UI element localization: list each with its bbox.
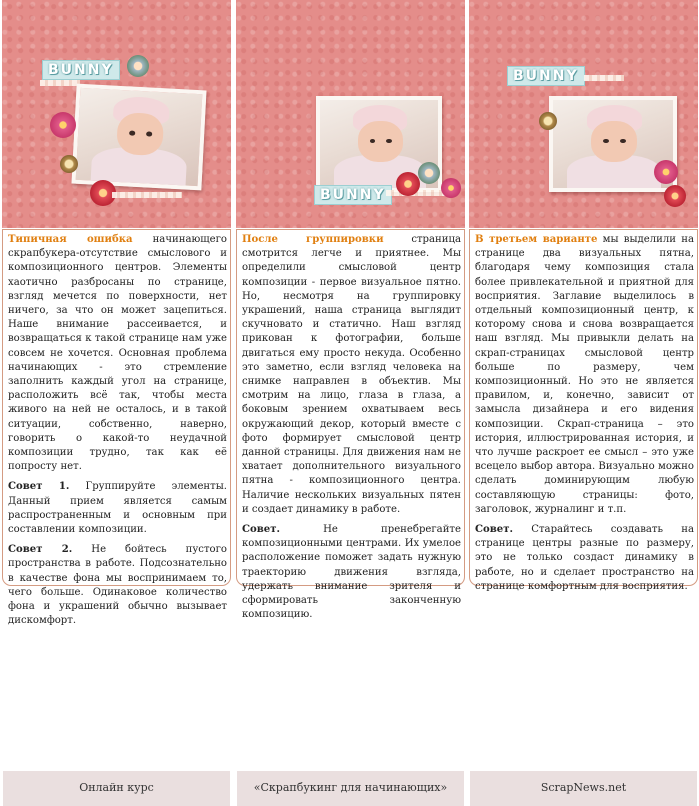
flower-icon — [418, 162, 440, 184]
tip-text: Не бойтесь пустого пространства в работе. Подсознательно в качестве фона мы воспринимаем то, чего больше. Одинаковое количество фона и украшений обычно вызывает дискомфорт. — [8, 544, 227, 627]
footer-band — [3, 771, 230, 806]
flower-icon — [654, 160, 678, 184]
article-text-box — [2, 229, 231, 794]
lace-trim — [584, 75, 624, 81]
flower-icon — [664, 185, 686, 207]
flower-icon — [127, 55, 149, 77]
highlight-phrase: В третьем варианте — [475, 234, 598, 245]
scrapbook-page-photo — [2, 0, 231, 228]
tip-paragraph — [242, 523, 461, 622]
tip-label: Совет. — [475, 524, 513, 536]
article-text-box — [236, 229, 465, 794]
tip-label: Совет 1. — [8, 481, 70, 493]
tip-text: Не пренебрегайте композиционными центрами. Их умелое расположение поможет задать нужную траекторию движения взгляда, удержать внимание зрителя и сформировать законченную композицию. — [242, 524, 461, 621]
flower-icon — [396, 172, 420, 196]
intro-paragraph — [242, 233, 461, 517]
paragraph-text: мы выделили на странице два визуальных пятна, благодаря чему композиция стала более привлекательной и приятной для восприятия. Заглавие выделилось в отдельный композиционный центр, к которому снова и снова возвращается наш взгляд. Мы привыкли делать на скрап-страницах смысловой центр больше по размеру, чем композиционный. Но это не является правилом, и, конечно, зависит от замысла дизайнера и его видения композиции. Скрап-страница – это история, иллюстрированная история, и что лучше раскроет ее смысл – это уже всецело выбор автора. Визуально можно сделать доминирующим любую составляющую страницы: фото, заголовок, журналинг и т.п. — [475, 234, 694, 515]
flower-icon — [441, 178, 461, 198]
flower-icon — [50, 112, 76, 138]
highlight-phrase: После группировки — [242, 234, 384, 245]
column-1 — [2, 0, 231, 794]
bunny-title-sticker: BUNNY — [507, 66, 585, 86]
footer-label: «Скрапбукинг для начинающих» — [253, 781, 448, 794]
intro-paragraph — [475, 233, 694, 517]
paragraph-text: начинающего скрапбукера-отсутствие смыслового и композиционного центров. Элементы хаотично разбросаны по странице, взгляд мечется по поверхности, нет ничего, за что он может зацепиться. Наше внимание рассеивается, и возвращаться к такой странице нам уже совсем не хочется. Основная проблема начинающих - это стремление заполнить каждый угол на странице, расположить всё так, чтобы места живого на ней не осталось, и в такой ситуации, собственно, наверно, говорить о какой-то неудачной композиции трудно, так как её попросту нет. — [8, 234, 227, 473]
footer-label: ScrapNews.net — [540, 781, 627, 794]
bunny-title-sticker: BUNNY — [42, 60, 120, 80]
tip-paragraph — [8, 543, 227, 628]
paragraph-text: страница смотрится легче и приятнее. Мы определили смысловой центр композиции - первое визуальное пятно. Но, несмотря на группировку украшений, наша страница выглядит скучновато и статично. Наш взгляд прикован к фотографии, больше двигаться ему просто некуда. Особенно это заметно, если взгляд человека на снимке направлен в объектив. Мы смотрим на лицо, глаза в глаза, а боковым зрением охватываем весь окружающий декор, который вместе с фото формирует смысловой центр данной страницы. Для движения нам не хватает дополнительного визуального пятна - композиционного центра. Наличие нескольких визуальных пятен и создает динамику в работе. — [242, 234, 461, 515]
article-text-box — [469, 229, 698, 794]
tip-text: Группируйте элементы. Данный прием является самым распространенным и основным при составлении композиции. — [8, 481, 227, 536]
highlight-phrase: Типичная ошибка — [8, 234, 133, 245]
column-3 — [469, 0, 698, 794]
scrapbook-page-photo — [469, 0, 698, 228]
lace-trim — [40, 80, 80, 86]
column-2 — [236, 0, 465, 794]
tip-text: Старайтесь создавать на странице центры разные по размеру, это не только создаст динамику в работе, но и сделает пространство на странице комфортным для восприятия. — [475, 524, 694, 592]
tip-paragraph — [475, 523, 694, 594]
flower-icon — [60, 155, 78, 173]
tip-label: Совет. — [242, 524, 280, 536]
bunny-title-sticker: BUNNY — [314, 185, 392, 205]
tip-paragraph — [8, 480, 227, 537]
intro-paragraph — [8, 233, 227, 474]
tip-label: Совет 2. — [8, 544, 73, 556]
footer-label: Онлайн курс — [79, 781, 154, 794]
flower-icon — [539, 112, 557, 130]
baby-photo — [71, 84, 206, 191]
footer-band — [237, 771, 464, 806]
footer-band — [470, 771, 697, 806]
lace-trim — [112, 192, 182, 198]
scrapbook-page-photo — [236, 0, 465, 228]
